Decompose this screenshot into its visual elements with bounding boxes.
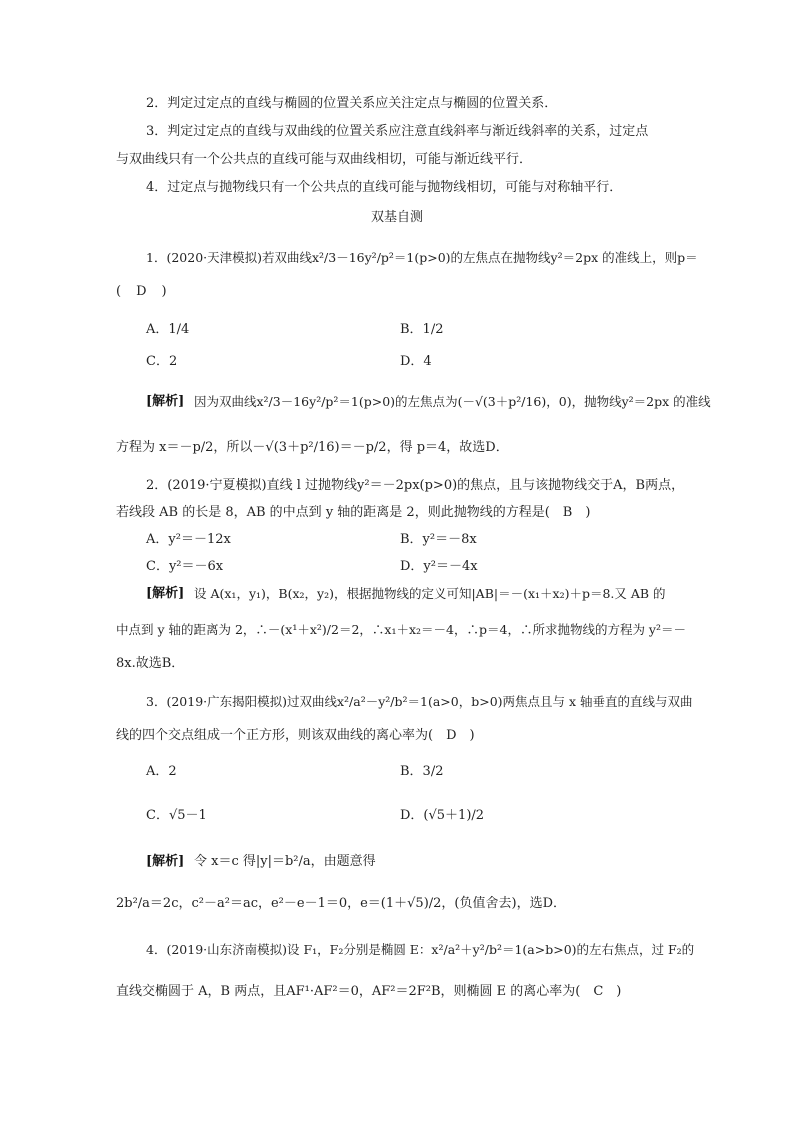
q1-analysis-line2: 方程为 x＝－p/2，所以－√(3＋p²/16)＝－p/2，得 p＝4，故选D．: [116, 440, 509, 455]
q1-answer: ( D ): [116, 284, 168, 299]
q3-option-d: D．(√5＋1)/2: [400, 808, 485, 823]
q2-analysis-line1: 设 A(x₁，y₁)，B(x₂，y₂)，根据抛物线的定义可知|AB|＝－(x₁＋x₂)＋p＝8.又 AB 的: [194, 586, 666, 601]
q3-stem-line2: 线的四个交点组成一个正方形，则该双曲线的离心率为( D ): [116, 728, 475, 743]
q3-option-b: B．3/2: [400, 764, 444, 779]
q1-option-c: C．2: [146, 354, 178, 369]
q1-option-b: B．1/2: [400, 322, 444, 337]
q2-stem-line1: 2．(2019·宁夏模拟)直线 l 过抛物线y²＝－2px(p>0)的焦点，且与该抛物线交于A，B两点，: [146, 478, 685, 493]
q3-option-c: C．√5－1: [146, 808, 207, 823]
note-4: 4．过定点与抛物线只有一个公共点的直线可能与抛物线相切，可能与对称轴平行．: [146, 180, 623, 195]
q2-option-d: D．y²＝－4x: [400, 559, 478, 574]
q3-analysis-tag: [146, 852, 184, 872]
q1-analysis-line1: 因为双曲线x²/3－16y²/p²＝1(p>0)的左焦点为(－√(3＋p²/16)，0)，抛物线y²＝2px 的准线: [194, 394, 711, 409]
q4-stem-line1: 4．(2019·山东济南模拟)设 F₁，F₂分别是椭圆 E：x²/a²＋y²/b²＝1(a>b>0)的左右焦点，过 F₂的: [146, 942, 695, 957]
q2-analysis-tag: [146, 584, 184, 604]
note-2: 2．判定过定点的直线与椭圆的位置关系应关注定点与椭圆的位置关系．: [146, 96, 558, 111]
q2-analysis-line3: 8x.故选B．: [116, 656, 185, 671]
q3-analysis-line1: 令 x＝c 得|y|＝b²/a，由题意得: [194, 854, 376, 869]
q3-stem-line1: 3．(2019·广东揭阳模拟)过双曲线x²/a²－y²/b²＝1(a>0，b>0)两焦点且与 x 轴垂直的直线与双曲: [146, 694, 693, 709]
q2-option-c: C．y²＝－6x: [146, 559, 224, 574]
q2-analysis-line2: 中点到 y 轴的距离为 2，∴－(x¹＋x²)/2＝2，∴x₁＋x₂＝－4，∴p＝4，∴所求抛物线的方程为 y²＝－: [116, 622, 687, 637]
q1-option-d: D．4: [400, 354, 432, 369]
analysis-label: [解析]: [146, 586, 185, 601]
q2-option-a: A．y²＝－12x: [146, 532, 231, 547]
note-3-line1: 3．判定过定点的直线与双曲线的位置关系应注意直线斜率与渐近线斜率的关系，过定点: [146, 124, 649, 139]
q1-option-a: A．1/4: [146, 322, 190, 337]
analysis-label: [解析]: [146, 394, 185, 409]
q4-stem-line2: 直线交椭圆于 A，B 两点，且AF¹·AF²＝0，AF²＝2F²B，则椭圆 E 的离心率为( C ): [116, 984, 622, 999]
q2-stem-line2: 若线段 AB 的长是 8，AB 的中点到 y 轴的距离是 2，则此抛物线的方程是( B ): [116, 505, 591, 520]
q1-analysis-tag: [146, 392, 184, 412]
note-3-line2: 与双曲线只有一个公共点的直线可能与双曲线相切，可能与渐近线平行．: [116, 152, 533, 167]
analysis-label: [解析]: [146, 854, 185, 869]
section-title: 双基自测: [370, 210, 423, 225]
q3-analysis-line2: 2b²/a＝2c，c²－a²＝ac，e²－e－1＝0，e＝(1＋√5)/2，(负值舍去)，选D．: [116, 896, 566, 911]
q1-stem: 1．(2020·天津模拟)若双曲线x²/3－16y²/p²＝1(p>0)的左焦点在抛物线y²＝2px 的准线上，则p＝: [146, 250, 698, 265]
q2-option-b: B．y²＝－8x: [400, 532, 477, 547]
q3-option-a: A．2: [146, 764, 177, 779]
